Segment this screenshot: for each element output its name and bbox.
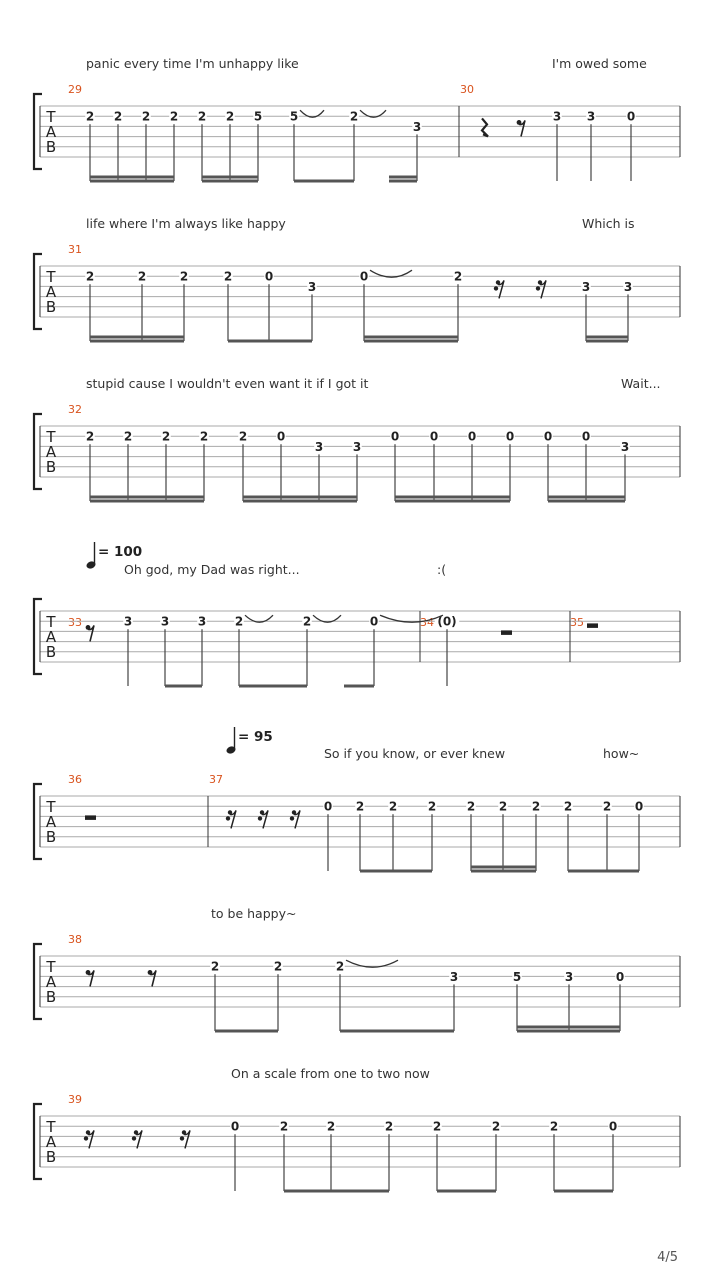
beam — [395, 496, 510, 499]
fret-number: 3 — [314, 439, 324, 454]
beam — [517, 1030, 620, 1033]
beam — [90, 176, 174, 179]
fret-number: 2 — [179, 269, 189, 284]
fret-number: 2 — [141, 109, 151, 124]
bar-number: 34 — [420, 616, 434, 629]
tab-clef-letter: T — [46, 108, 56, 126]
tab-clef-letter: B — [45, 458, 57, 476]
fret-number: 0 — [429, 429, 439, 444]
fret-number: 2 — [349, 109, 359, 124]
whole-rest-icon — [587, 623, 598, 628]
beam — [165, 685, 202, 688]
tab-clef-letter: B — [45, 298, 57, 316]
fret-number: 2 — [453, 269, 463, 284]
fret-number: 0 — [323, 799, 333, 814]
beam — [568, 870, 639, 873]
tab-clef-letter: A — [45, 628, 57, 646]
lyric-line: On a scale from one to two now — [231, 1066, 430, 1081]
tab-clef-letter: B — [45, 828, 57, 846]
fret-number: 0 — [467, 429, 477, 444]
bar-number: 39 — [68, 1093, 82, 1106]
bar-number: 38 — [68, 933, 82, 946]
fret-number: 2 — [169, 109, 179, 124]
fret-number: 3 — [412, 119, 422, 134]
system-bracket — [34, 784, 42, 859]
fret-number: 2 — [210, 959, 220, 974]
bar-number: 33 — [68, 616, 82, 629]
fret-number: 2 — [113, 109, 123, 124]
fret-number: 3 — [197, 614, 207, 629]
tab-clef-letter: A — [45, 1133, 57, 1151]
fret-number: 3 — [586, 109, 596, 124]
bar-number: 30 — [460, 83, 474, 96]
fret-number: 2 — [326, 1119, 336, 1134]
lyric-line: So if you know, or ever knew — [324, 746, 506, 761]
fret-number: 5 — [289, 109, 299, 124]
sixteenth-rest-icon — [536, 286, 540, 290]
fret-number: 2 — [498, 799, 508, 814]
bar-number: 29 — [68, 83, 82, 96]
beam — [215, 1030, 278, 1033]
fret-number: 2 — [123, 429, 133, 444]
fret-number: 2 — [531, 799, 541, 814]
tab-clef-letter: T — [46, 613, 56, 631]
fret-number: 2 — [466, 799, 476, 814]
beam — [284, 1190, 389, 1193]
system-bracket — [34, 944, 42, 1019]
fret-number: 2 — [234, 614, 244, 629]
fret-number: (0) — [437, 614, 457, 629]
tab-clef-letter: B — [45, 138, 57, 156]
fret-number: 3 — [581, 279, 591, 294]
lyric-line: life where I'm always like happy — [86, 216, 286, 231]
sixteenth-rest-icon — [84, 1136, 88, 1140]
tab-clef-letter: T — [46, 1118, 56, 1136]
tab-clef-letter: B — [45, 988, 57, 1006]
beam — [340, 1030, 454, 1033]
fret-number: 2 — [432, 1119, 442, 1134]
fret-number: 3 — [620, 439, 630, 454]
beam — [554, 1190, 613, 1193]
beam — [202, 176, 258, 179]
fret-number: 2 — [335, 959, 345, 974]
lyric-line: how~ — [603, 746, 640, 761]
fret-number: 2 — [302, 614, 312, 629]
tab-clef-letter: T — [46, 268, 56, 286]
beam — [90, 336, 184, 339]
fret-number: 3 — [552, 109, 562, 124]
beam — [243, 496, 357, 499]
fret-number: 2 — [273, 959, 283, 974]
fret-number: 3 — [123, 614, 133, 629]
whole-rest-icon — [85, 815, 96, 820]
sixteenth-rest-icon — [180, 1136, 184, 1140]
fret-number: 2 — [85, 109, 95, 124]
sixteenth-rest-icon — [494, 286, 498, 290]
beam — [243, 500, 357, 503]
fret-number: 0 — [505, 429, 515, 444]
fret-number: 2 — [199, 429, 209, 444]
fret-number: 2 — [85, 429, 95, 444]
bar-number: 37 — [209, 773, 223, 786]
fret-number: 2 — [225, 109, 235, 124]
beam — [90, 500, 204, 503]
fret-number: 3 — [564, 969, 574, 984]
beam — [239, 685, 307, 688]
beam — [586, 340, 628, 343]
bar-number: 32 — [68, 403, 82, 416]
fret-number: 0 — [359, 269, 369, 284]
system-bracket — [34, 414, 42, 489]
beam — [586, 336, 628, 339]
lyric-line: to be happy~ — [211, 906, 297, 921]
bar-number: 35 — [570, 616, 584, 629]
beam — [437, 1190, 496, 1193]
beam — [90, 496, 204, 499]
fret-number: 3 — [623, 279, 633, 294]
fret-number: 0 — [615, 969, 625, 984]
fret-number: 2 — [549, 1119, 559, 1134]
tab-clef-letter: T — [46, 798, 56, 816]
fret-number: 0 — [230, 1119, 240, 1134]
fret-number: 2 — [427, 799, 437, 814]
beam — [90, 180, 174, 183]
system-bracket — [34, 94, 42, 169]
fret-number: 0 — [369, 614, 379, 629]
fret-number: 0 — [264, 269, 274, 284]
tab-clef-letter: A — [45, 443, 57, 461]
fret-number: 2 — [602, 799, 612, 814]
tab-clef-letter: A — [45, 123, 57, 141]
sixteenth-rest-icon — [258, 816, 262, 820]
beam — [360, 870, 432, 873]
tab-clef-letter: A — [45, 283, 57, 301]
fret-number: 3 — [352, 439, 362, 454]
tab-clef-letter: T — [46, 428, 56, 446]
fret-number: 3 — [449, 969, 459, 984]
system-bracket — [34, 254, 42, 329]
beam — [364, 340, 458, 343]
page-number: 4/5 — [657, 1250, 678, 1265]
beam — [548, 496, 625, 499]
fret-number: 2 — [197, 109, 207, 124]
fret-number: 2 — [137, 269, 147, 284]
tab-clef-letter: A — [45, 973, 57, 991]
lyric-line: :( — [437, 562, 447, 577]
fret-number: 0 — [608, 1119, 618, 1134]
fret-number: 0 — [276, 429, 286, 444]
sixteenth-rest-icon — [226, 816, 230, 820]
tempo-value: = 100 — [98, 544, 143, 560]
lyric-line: Which is — [582, 216, 635, 231]
beam — [294, 180, 354, 183]
fret-number: 0 — [634, 799, 644, 814]
lyric-line: Oh god, my Dad was right... — [124, 562, 300, 577]
whole-rest-icon — [501, 630, 512, 635]
beam — [202, 180, 258, 183]
tab-clef-letter: A — [45, 813, 57, 831]
beam — [548, 500, 625, 503]
bar-number: 31 — [68, 243, 82, 256]
beam — [471, 866, 536, 869]
beam — [517, 1026, 620, 1029]
system-bracket — [34, 1104, 42, 1179]
fret-number: 2 — [161, 429, 171, 444]
bar-number: 36 — [68, 773, 82, 786]
beam — [389, 176, 417, 179]
beam — [389, 180, 417, 183]
fret-number: 3 — [160, 614, 170, 629]
fret-number: 2 — [223, 269, 233, 284]
tempo-value: = 95 — [238, 729, 273, 745]
beam — [364, 336, 458, 339]
beam — [471, 870, 536, 873]
fret-number: 2 — [563, 799, 573, 814]
system-bracket — [34, 599, 42, 674]
tab-clef-letter: T — [46, 958, 56, 976]
fret-number: 3 — [307, 279, 317, 294]
lyric-line: Wait... — [621, 376, 661, 391]
fret-number: 2 — [85, 269, 95, 284]
beam — [228, 340, 312, 343]
lyric-line: panic every time I'm unhappy like — [86, 56, 299, 71]
fret-number: 2 — [388, 799, 398, 814]
fret-number: 2 — [355, 799, 365, 814]
tab-clef-letter: B — [45, 1148, 57, 1166]
sixteenth-rest-icon — [290, 816, 294, 820]
fret-number: 2 — [491, 1119, 501, 1134]
fret-number: 0 — [543, 429, 553, 444]
fret-number: 5 — [253, 109, 263, 124]
tab-clef-letter: B — [45, 643, 57, 661]
fret-number: 2 — [238, 429, 248, 444]
fret-number: 0 — [626, 109, 636, 124]
fret-number: 2 — [384, 1119, 394, 1134]
beam — [90, 340, 184, 343]
sixteenth-rest-icon — [132, 1136, 136, 1140]
fret-number: 5 — [512, 969, 522, 984]
lyric-line: stupid cause I wouldn't even want it if I got it — [86, 376, 369, 391]
fret-number: 0 — [581, 429, 591, 444]
beam — [395, 500, 510, 503]
quarter-rest-icon — [482, 118, 488, 136]
beam — [344, 685, 374, 688]
fret-number: 2 — [279, 1119, 289, 1134]
lyric-line: I'm owed some — [552, 56, 647, 71]
fret-number: 0 — [390, 429, 400, 444]
